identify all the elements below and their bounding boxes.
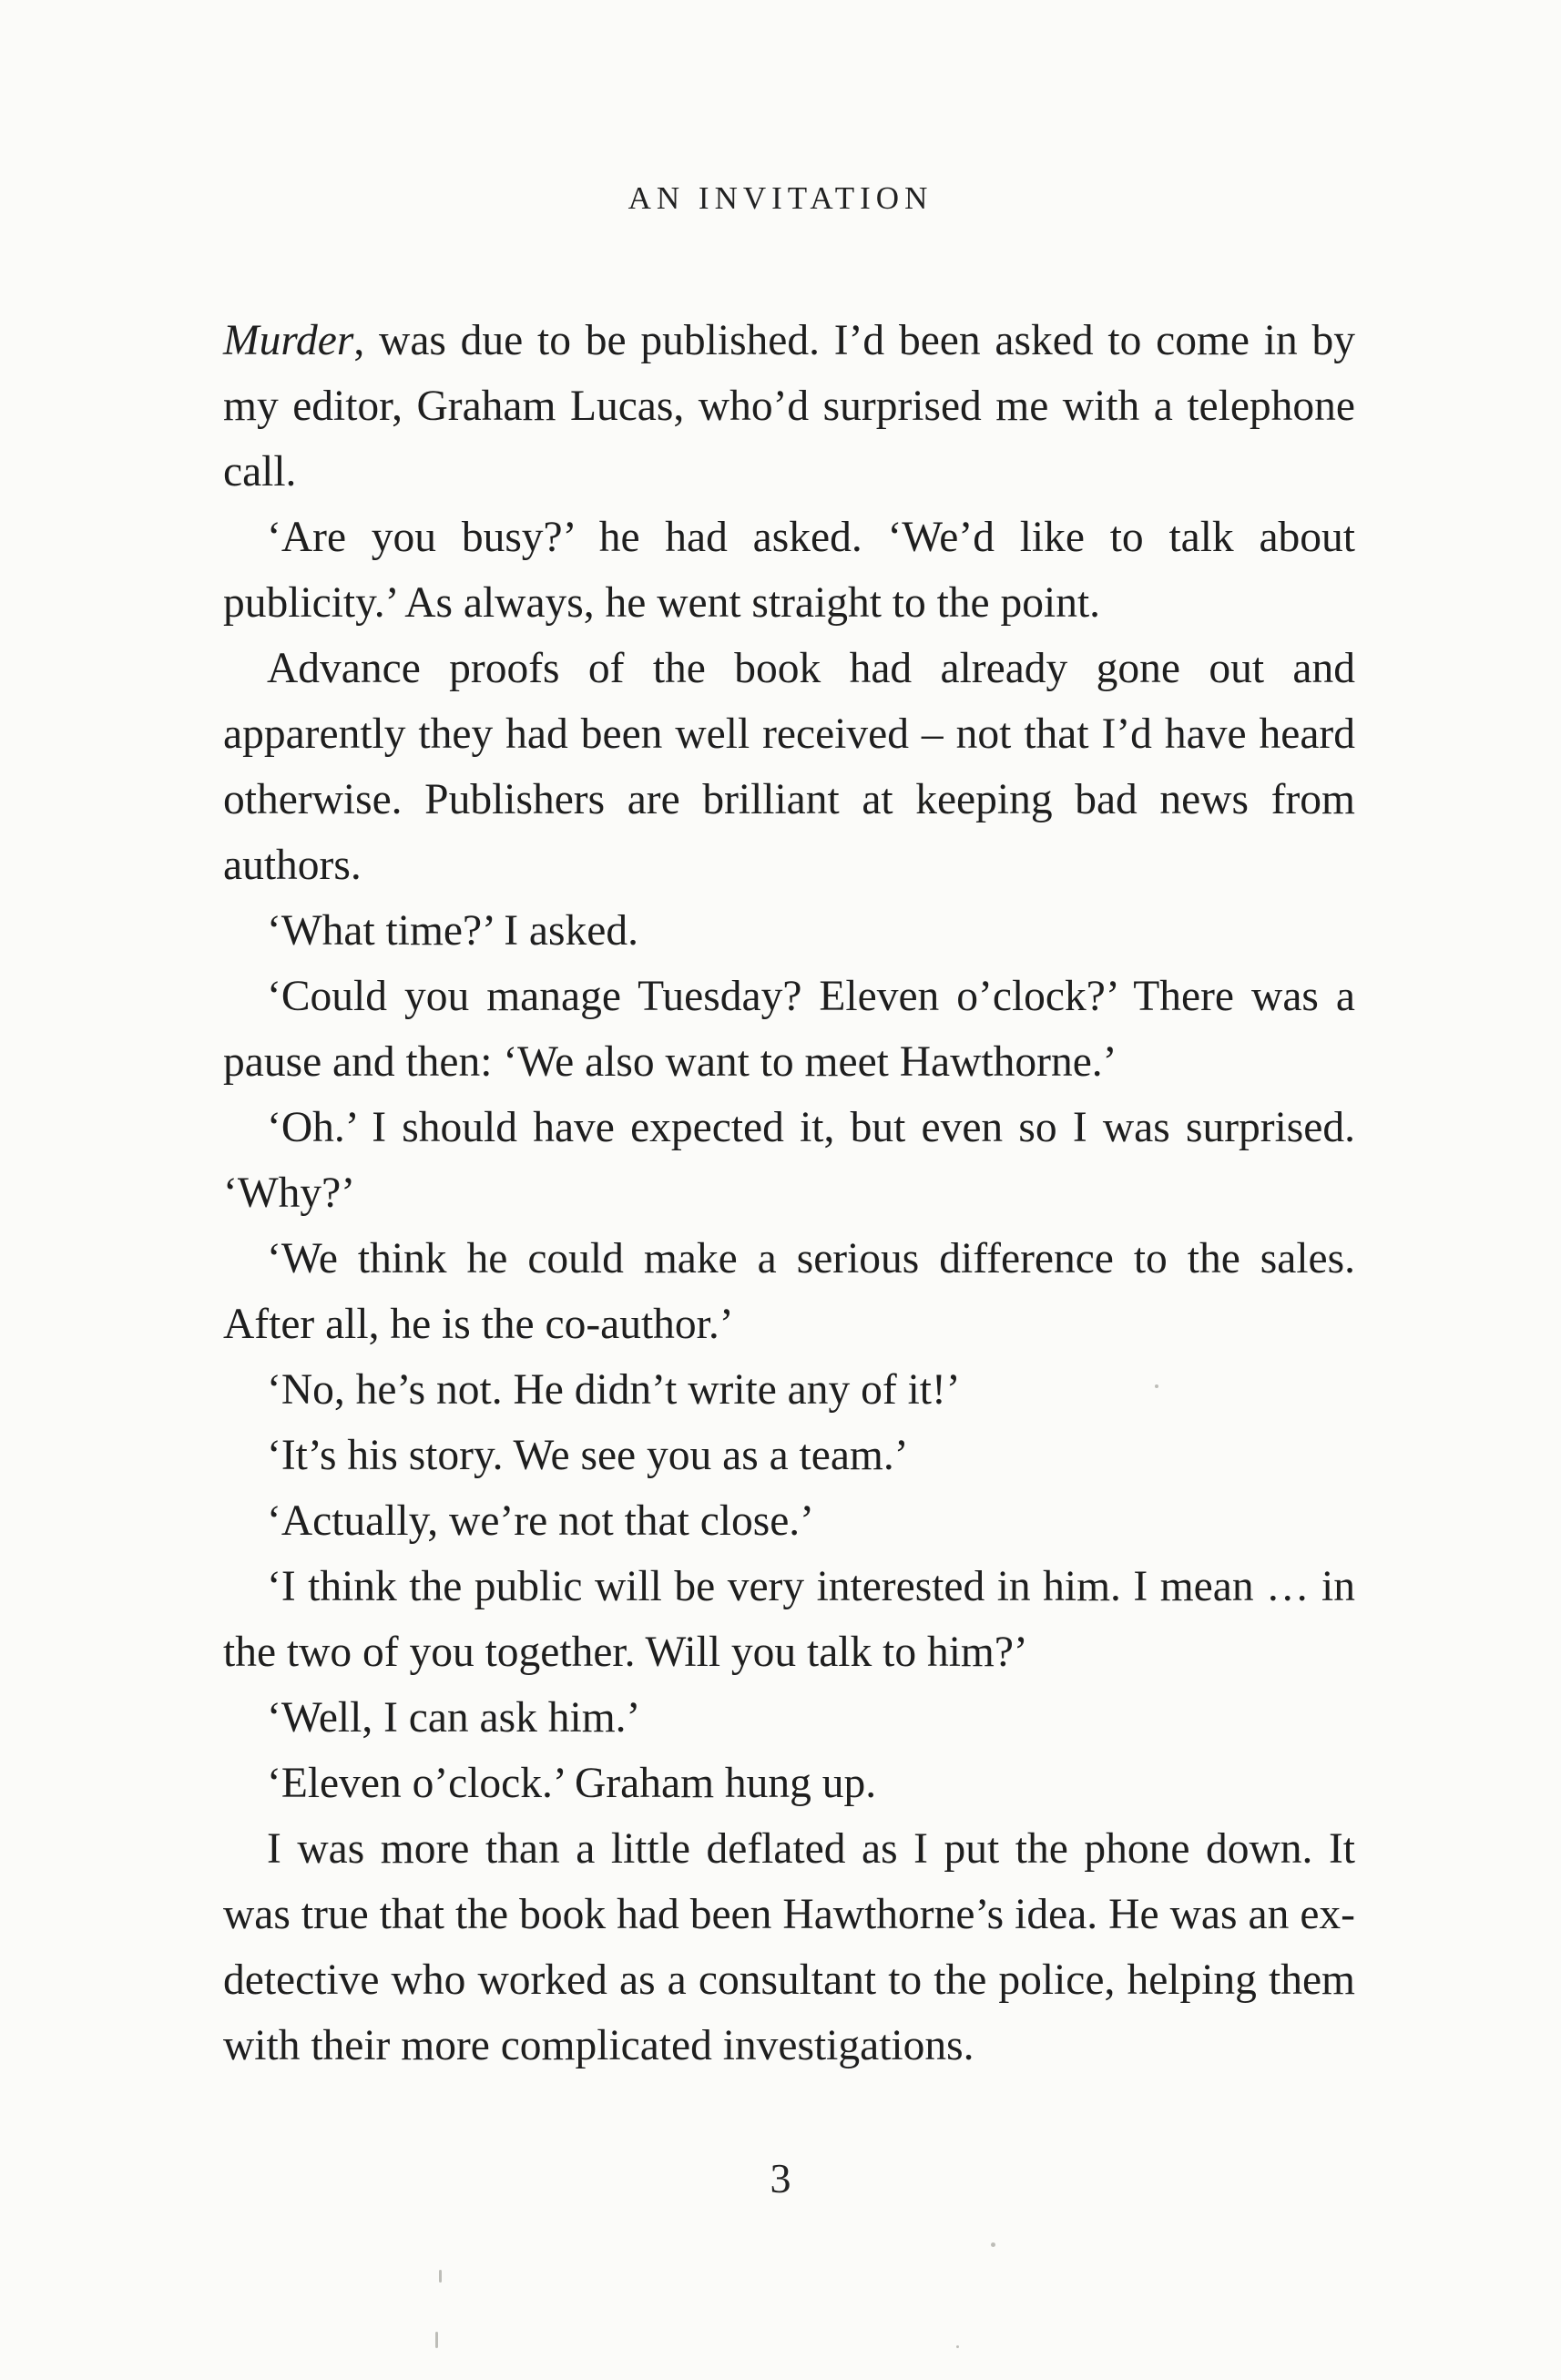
scan-speck — [1155, 1384, 1158, 1388]
paragraph: ‘What time?’ I asked. — [267, 907, 638, 955]
paragraph: I was more than a little deflated as I put the phone down. It was true that the book had been Hawthorne’s idea. He was an ex-detective who worked as a consultant to the police, helping them with their more complicated investigations. — [223, 1825, 1355, 2069]
scan-speck — [439, 2270, 442, 2283]
paragraph: ‘Well, I can ask him.’ — [267, 1694, 641, 1742]
paragraph: ‘Actually, we’re not that close.’ — [267, 1497, 814, 1545]
body-text — [223, 308, 1355, 2079]
page-number: 3 — [770, 2155, 791, 2201]
paragraph — [223, 308, 1355, 505]
paragraph-text: , was due to be published. I’d been asked to come in by my editor, Graham Lucas, who’d surprised me with a telephone call. — [223, 317, 1355, 495]
italic-title: Murder — [223, 317, 354, 364]
paragraph: ‘Eleven o’clock.’ Graham hung up. — [267, 1760, 877, 1807]
paragraph: ‘I think the public will be very interested in him. I mean … in the two of you together. Will you talk to him?’ — [223, 1563, 1355, 1676]
scan-speck — [435, 2332, 438, 2348]
paragraph: Advance proofs of the book had already gone out and apparently they had been well received – not that I’d have heard otherwise. Publishers are brilliant at keeping bad news from authors. — [223, 645, 1355, 889]
paragraph: ‘Oh.’ I should have expected it, but even so I was surprised. ‘Why?’ — [223, 1104, 1355, 1217]
scan-speck — [956, 2345, 959, 2348]
paragraph: ‘Could you manage Tuesday? Eleven o’clock?’ There was a pause and then: ‘We also want to meet Hawthorne.’ — [223, 973, 1355, 1086]
running-head: AN INVITATION — [627, 180, 934, 216]
paragraph: ‘No, he’s not. He didn’t write any of it!’ — [267, 1366, 961, 1414]
paragraph: ‘We think he could make a serious difference to the sales. After all, he is the co-author.’ — [223, 1235, 1355, 1348]
paragraph: ‘It’s his story. We see you as a team.’ — [267, 1432, 909, 1479]
scan-speck — [991, 2242, 995, 2247]
paragraph: ‘Are you busy?’ he had asked. ‘We’d like to talk about publicity.’ As always, he went straight to the point. — [223, 514, 1355, 627]
